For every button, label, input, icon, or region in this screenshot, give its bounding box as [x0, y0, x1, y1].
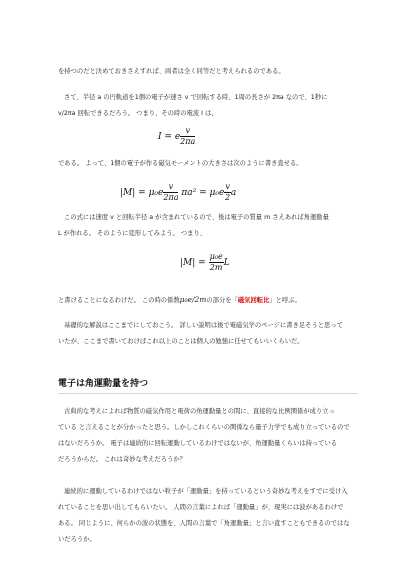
- paragraph-3: [58, 156, 358, 172]
- text-line: である。 よって、1個の電子が作る磁気モーメントの大きさは次のように書き直せる。: [58, 160, 303, 167]
- paragraph-7: [58, 404, 364, 468]
- text-line: だろうからだ。 これは奇妙な考えだろうか？: [58, 456, 186, 463]
- paragraph-5: [58, 292, 358, 308]
- text-line: L が作れる。 そのように変形してみよう。 つまり、: [58, 230, 207, 237]
- eq-denominator: 2πa: [180, 137, 196, 146]
- inline-formula: μ₀e/2m: [179, 295, 207, 304]
- eq-mid: μ₀e: [148, 188, 164, 198]
- eq-tail: L: [223, 258, 230, 268]
- paragraph-8: [58, 484, 364, 548]
- text-line: さて、半径 a の円軌道を1個の電子が速さ v で回転する時、1周の長さが 2πa なので、1秒に: [64, 94, 328, 101]
- eq-coef: e: [174, 132, 181, 142]
- highlight-term: 磁気回転比: [237, 297, 270, 304]
- text-line: v/2πa 回転できるだろう。 つまり、その時の電流 I は、: [58, 110, 218, 117]
- text-line: 基礎的な解説はここまでにしておこう。 詳しい説明は後で電磁気学のページに書き足そうと思って: [64, 322, 343, 329]
- text-line: れていることを思い出してもらいたい。 人間の言葉によれば「運動量」が、現実には波があるわけで: [58, 504, 344, 511]
- equation-moment: [120, 182, 236, 203]
- text-run: の部分を「: [206, 297, 238, 304]
- equation-gyromagnetic: [180, 252, 230, 273]
- paragraph-6: [58, 318, 364, 350]
- section-heading: 電子は角運動量を持つ: [58, 379, 149, 389]
- text-line: いたが、ここまで書いておけばこれ以上のことは個人の勉強に任せてもいいくらいだ。: [58, 338, 304, 345]
- text-line: [58, 292, 358, 308]
- eq-numerator: v: [180, 126, 195, 137]
- eq-numerator: μ₀e: [209, 252, 223, 261]
- eq-mid: μ₀e: [209, 188, 225, 198]
- eq-fraction: [209, 252, 224, 273]
- eq-numerator: v: [225, 182, 230, 191]
- eq-lhs: I =: [158, 132, 172, 142]
- section-divider: [58, 393, 358, 394]
- eq-fraction: [180, 126, 195, 147]
- eq-fraction: [163, 182, 178, 203]
- eq-denominator: 2m: [209, 263, 223, 272]
- eq-denominator: 2: [225, 193, 231, 202]
- text-run: 」と呼ぶ。: [269, 297, 301, 304]
- text-run: と書けることになるわけだ。 この時の係数: [58, 297, 180, 304]
- text-line: この式には速度 v と回転半径 a が含まれているので、後は電子の質量 m さえあれば角運動量: [64, 214, 329, 221]
- text-line: 連続的に運動しているわけではない粒子が「運動量」を持っているという奇妙な考えをすでに受け入: [64, 488, 348, 495]
- eq-numerator: v: [163, 182, 178, 193]
- eq-denominator: 2πa: [163, 193, 179, 202]
- text-line: ある。 同じように、何らかの波の状態を、人間の言葉で「角運動量」と言い直すこともできるのではな: [58, 520, 350, 527]
- text-line: を持つのだと決めておきさえすれば、両者は全く同等だと考えられるのである。: [58, 68, 285, 75]
- paragraph-4: [58, 210, 364, 242]
- eq-tail: a: [230, 188, 237, 198]
- text-line: いだろうか。: [58, 536, 96, 543]
- equation-current: [158, 126, 195, 147]
- eq-lhs: |M| =: [120, 188, 146, 198]
- text-line: 古典的な考えによれば物質の磁気作用と電荷の角運動量との間に、直接的な比例関係が成り立っ: [64, 408, 335, 415]
- paragraph-1: [58, 64, 358, 80]
- text-line: はないだろうか。 電子は連続的に回転運動しているわけではないが、角運動量くらいは持っている: [58, 440, 338, 447]
- paragraph-2: [58, 90, 364, 122]
- eq-lhs: |M| =: [180, 258, 206, 268]
- eq-mid: πa² =: [181, 188, 207, 198]
- text-line: ている と言えることが分かったと思う。しかしこれくらいの関係なら量子力学でも成り立っているので: [58, 424, 350, 431]
